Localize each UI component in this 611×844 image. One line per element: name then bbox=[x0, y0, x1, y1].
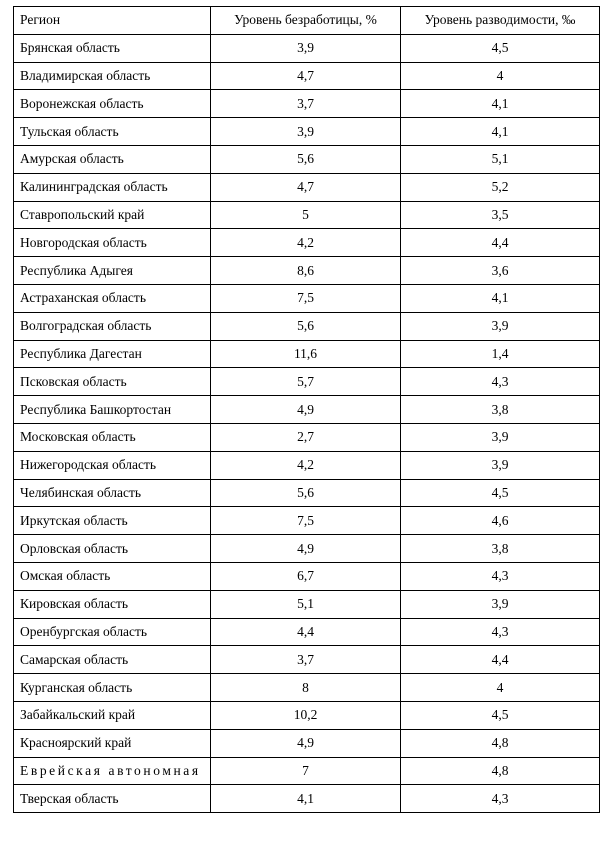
column-header-region: Регион bbox=[14, 7, 211, 35]
column-header-divorce: Уровень разводимости, ‰ bbox=[401, 7, 600, 35]
table-row bbox=[14, 674, 600, 702]
unemployment-cell: 4,9 bbox=[211, 729, 401, 757]
divorce-cell: 4,5 bbox=[401, 701, 600, 729]
region-cell: Орловская область bbox=[14, 535, 211, 563]
divorce-cell: 4,1 bbox=[401, 118, 600, 146]
unemployment-cell: 3,7 bbox=[211, 646, 401, 674]
unemployment-cell: 5,6 bbox=[211, 479, 401, 507]
divorce-cell: 4,1 bbox=[401, 284, 600, 312]
divorce-cell: 4,3 bbox=[401, 618, 600, 646]
table-row bbox=[14, 62, 600, 90]
table-row bbox=[14, 757, 600, 785]
table-container bbox=[13, 6, 600, 813]
table-row bbox=[14, 201, 600, 229]
table-row bbox=[14, 173, 600, 201]
unemployment-cell: 4,4 bbox=[211, 618, 401, 646]
table-row bbox=[14, 729, 600, 757]
divorce-cell: 4,5 bbox=[401, 479, 600, 507]
table-row bbox=[14, 340, 600, 368]
unemployment-cell: 4,2 bbox=[211, 451, 401, 479]
table-row bbox=[14, 118, 600, 146]
table-row bbox=[14, 312, 600, 340]
divorce-cell: 3,9 bbox=[401, 312, 600, 340]
region-cell: Амурская область bbox=[14, 145, 211, 173]
table-row bbox=[14, 535, 600, 563]
table-row bbox=[14, 396, 600, 424]
table-row bbox=[14, 479, 600, 507]
region-cell: Волгоградская область bbox=[14, 312, 211, 340]
region-cell: Курганская область bbox=[14, 674, 211, 702]
unemployment-cell: 5 bbox=[211, 201, 401, 229]
region-cell: Челябинская область bbox=[14, 479, 211, 507]
region-cell: Республика Дагестан bbox=[14, 340, 211, 368]
table-body bbox=[14, 34, 600, 812]
region-cell: Омская область bbox=[14, 562, 211, 590]
table-row bbox=[14, 368, 600, 396]
unemployment-cell: 7 bbox=[211, 757, 401, 785]
unemployment-cell: 3,9 bbox=[211, 34, 401, 62]
region-cell: Красноярский край bbox=[14, 729, 211, 757]
table-row bbox=[14, 90, 600, 118]
region-cell: Республика Башкортостан bbox=[14, 396, 211, 424]
divorce-cell: 4,3 bbox=[401, 785, 600, 813]
divorce-cell: 4,8 bbox=[401, 757, 600, 785]
unemployment-cell: 4,7 bbox=[211, 173, 401, 201]
divorce-cell: 3,9 bbox=[401, 590, 600, 618]
unemployment-cell: 11,6 bbox=[211, 340, 401, 368]
divorce-cell: 5,2 bbox=[401, 173, 600, 201]
unemployment-cell: 10,2 bbox=[211, 701, 401, 729]
region-cell: Еврейская автономная bbox=[14, 757, 211, 785]
divorce-cell: 4,1 bbox=[401, 90, 600, 118]
divorce-cell: 4,3 bbox=[401, 562, 600, 590]
table-row bbox=[14, 257, 600, 285]
region-cell: Калининградская область bbox=[14, 173, 211, 201]
table-row bbox=[14, 451, 600, 479]
table-row bbox=[14, 562, 600, 590]
divorce-cell: 4 bbox=[401, 62, 600, 90]
table-row bbox=[14, 785, 600, 813]
table-row bbox=[14, 145, 600, 173]
region-cell: Новгородская область bbox=[14, 229, 211, 257]
region-cell: Забайкальский край bbox=[14, 701, 211, 729]
unemployment-cell: 8 bbox=[211, 674, 401, 702]
divorce-cell: 4,3 bbox=[401, 368, 600, 396]
region-cell: Нижегородская область bbox=[14, 451, 211, 479]
region-cell: Самарская область bbox=[14, 646, 211, 674]
region-cell: Оренбургская область bbox=[14, 618, 211, 646]
region-cell: Воронежская область bbox=[14, 90, 211, 118]
column-header-unemployment: Уровень безработицы, % bbox=[211, 7, 401, 35]
divorce-cell: 1,4 bbox=[401, 340, 600, 368]
table-row bbox=[14, 34, 600, 62]
region-cell: Астраханская область bbox=[14, 284, 211, 312]
region-cell: Республика Адыгея bbox=[14, 257, 211, 285]
divorce-cell: 3,9 bbox=[401, 451, 600, 479]
unemployment-cell: 3,7 bbox=[211, 90, 401, 118]
table-row bbox=[14, 284, 600, 312]
table-row bbox=[14, 701, 600, 729]
divorce-cell: 3,6 bbox=[401, 257, 600, 285]
unemployment-cell: 8,6 bbox=[211, 257, 401, 285]
table-row bbox=[14, 646, 600, 674]
table-header-row bbox=[14, 7, 600, 35]
unemployment-cell: 7,5 bbox=[211, 284, 401, 312]
divorce-cell: 3,5 bbox=[401, 201, 600, 229]
divorce-cell: 4,8 bbox=[401, 729, 600, 757]
region-cell: Владимирская область bbox=[14, 62, 211, 90]
table-row bbox=[14, 590, 600, 618]
unemployment-cell: 5,1 bbox=[211, 590, 401, 618]
unemployment-cell: 4,1 bbox=[211, 785, 401, 813]
unemployment-cell: 3,9 bbox=[211, 118, 401, 146]
region-cell: Ставропольский край bbox=[14, 201, 211, 229]
region-cell: Брянская область bbox=[14, 34, 211, 62]
table-row bbox=[14, 229, 600, 257]
divorce-cell: 4 bbox=[401, 674, 600, 702]
divorce-cell: 4,5 bbox=[401, 34, 600, 62]
unemployment-cell: 7,5 bbox=[211, 507, 401, 535]
region-cell: Тверская область bbox=[14, 785, 211, 813]
region-cell: Тульская область bbox=[14, 118, 211, 146]
region-statistics-table bbox=[13, 6, 600, 813]
unemployment-cell: 5,6 bbox=[211, 312, 401, 340]
region-cell: Иркутская область bbox=[14, 507, 211, 535]
divorce-cell: 3,8 bbox=[401, 535, 600, 563]
unemployment-cell: 5,6 bbox=[211, 145, 401, 173]
divorce-cell: 4,4 bbox=[401, 646, 600, 674]
unemployment-cell: 2,7 bbox=[211, 423, 401, 451]
unemployment-cell: 4,9 bbox=[211, 535, 401, 563]
table-row bbox=[14, 507, 600, 535]
divorce-cell: 3,8 bbox=[401, 396, 600, 424]
unemployment-cell: 4,2 bbox=[211, 229, 401, 257]
region-cell: Московская область bbox=[14, 423, 211, 451]
unemployment-cell: 5,7 bbox=[211, 368, 401, 396]
region-cell: Кировская область bbox=[14, 590, 211, 618]
divorce-cell: 3,9 bbox=[401, 423, 600, 451]
unemployment-cell: 4,7 bbox=[211, 62, 401, 90]
divorce-cell: 4,6 bbox=[401, 507, 600, 535]
table-row bbox=[14, 618, 600, 646]
divorce-cell: 4,4 bbox=[401, 229, 600, 257]
unemployment-cell: 6,7 bbox=[211, 562, 401, 590]
table-row bbox=[14, 423, 600, 451]
unemployment-cell: 4,9 bbox=[211, 396, 401, 424]
divorce-cell: 5,1 bbox=[401, 145, 600, 173]
region-cell: Псковская область bbox=[14, 368, 211, 396]
